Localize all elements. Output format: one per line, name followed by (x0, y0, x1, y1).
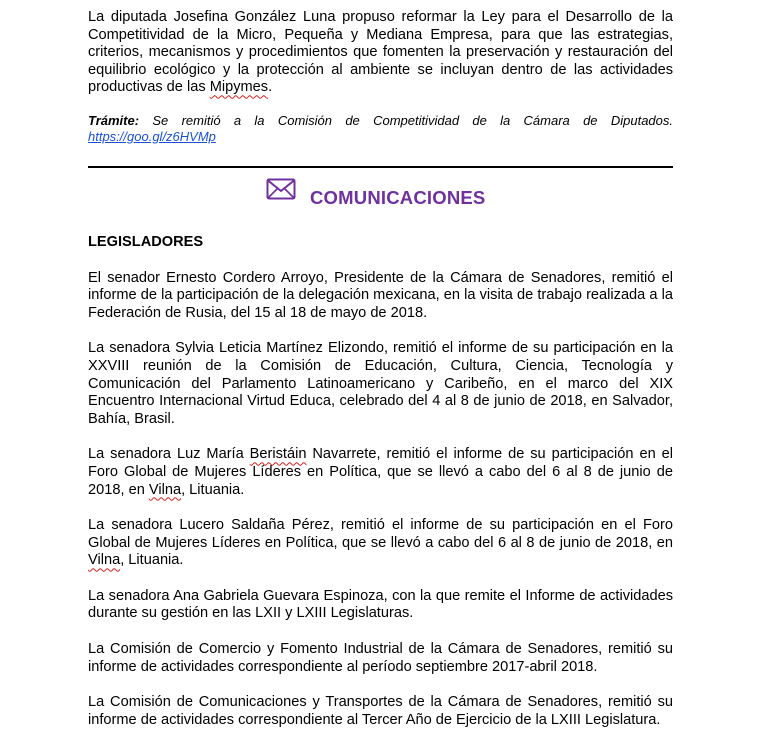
document-page (88, 9, 673, 729)
intro-end: . (268, 79, 273, 96)
section-title: COMUNICACIONES (310, 186, 486, 208)
communication-item: La senadora Sylvia Leticia Martínez Elizondo, remitió el informe de su participación en la XXVIII reunión de la Comisión de Educación, Cultura, Ciencia, Tecnología y Comunicación del Parlamento Latinoamericano y Caribeño, en el marco del XIX Encuentro Internacional Virtud Educa, celebrado del 4 al 8 de junio de 2018, en Salvador, Bahía, Brasil. (88, 340, 673, 427)
spellcheck-word: Mipymes (209, 79, 269, 96)
item-text: La senadora Lucero Saldaña Pérez, remitió el informe de su participación en el Foro Global de Mujeres Líderes en Política, que se llevó a cabo del 6 al 8 de junio de 2018, en (88, 517, 673, 551)
item-text: , Lituania. (181, 481, 245, 498)
section-header (88, 174, 673, 220)
tramite-text: Se remitió a la Comisión de Competitividad de la Cámara de Diputados. (139, 112, 673, 128)
communication-item: La Comisión de Comercio y Fomento Industrial de la Cámara de Senadores, remitió su informe de actividades correspondiente al período septiembre 2017-abril 2018. (88, 641, 673, 675)
spellcheck-word: Beristáin (249, 446, 307, 463)
subheading: LEGISLADORES (88, 233, 204, 250)
tramite-note (88, 113, 673, 145)
item-text: La senadora Luz María (88, 446, 250, 463)
section-divider (88, 166, 673, 168)
intro-text: La diputada Josefina González Luna propuso reformar la Ley para el Desarrollo de la Competitividad de la Micro, Pequeña y Mediana Empresa, para que las estrategias, criterios, mecanismos y procedimientos que fomenten la preservación y restauración del equilibrio ecológico y la protección al ambiente se incluyan dentro de las actividades productivas de las (88, 9, 673, 96)
communication-item: La senadora Ana Gabriela Guevara Espinoza, con la que remite el Informe de actividades durante su gestión en las LXII y LXIII Legislaturas. (88, 587, 673, 622)
communication-item (88, 517, 673, 570)
tramite-label: Trámite: (88, 112, 140, 128)
intro-paragraph (88, 9, 673, 97)
communication-item: La Comisión de Comunicaciones y Transportes de la Cámara de Senadores, remitió su informe de actividades correspondiente al Tercer Año de Ejercicio de la LXIII Legislatura. (88, 694, 673, 728)
tramite-link[interactable]: https://goo.gl/z6HVMp (88, 128, 216, 144)
item-text: , Lituania. (120, 552, 184, 569)
item-text: Navarrete, remitió el informe de su participación en el Foro Global de Mujeres Líderes en Política, que se llevó a cabo del 6 al 8 de junio de 2018, en (88, 446, 673, 498)
communication-item: El senador Ernesto Cordero Arroyo, Presidente de la Cámara de Senadores, remitió el informe de la participación de la delegación mexicana, en la visita de trabajo realizada a la Federación de Rusia, del 15 al 18 de mayo de 2018. (88, 269, 673, 321)
spellcheck-word: Vilna (148, 481, 182, 498)
envelope-icon (266, 175, 296, 203)
communication-item (88, 446, 673, 499)
spellcheck-word: Vilna (88, 552, 121, 569)
